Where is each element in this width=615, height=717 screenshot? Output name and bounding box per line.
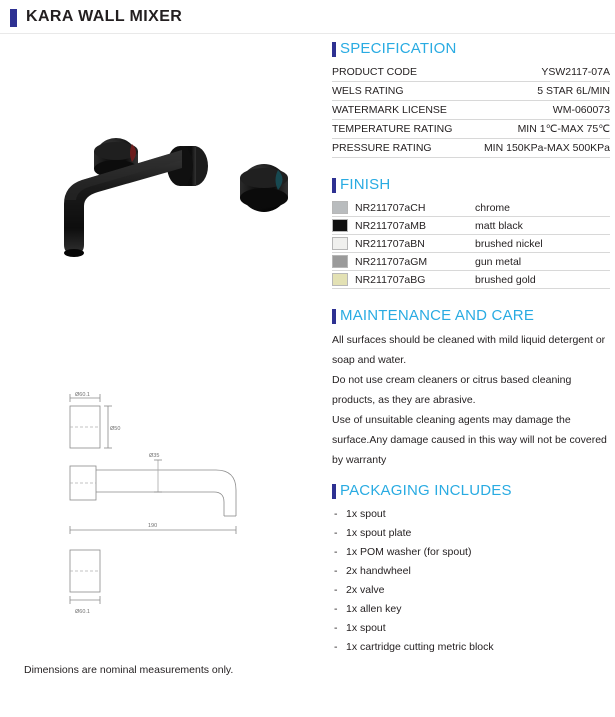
list-item [332, 271, 610, 289]
list-item: - 1x spout [332, 619, 610, 638]
dimension-note: Dimensions are nominal measurements only. [24, 664, 234, 676]
dim-spout-height: Ø35 [149, 453, 160, 459]
wall-mixer-illustration [6, 40, 324, 370]
maintenance-paragraph: Do not use cream cleaners or citrus based cleaning products, as they are abrasive. [332, 374, 572, 406]
list-item: - 2x handwheel [332, 562, 610, 581]
maintenance-text [332, 330, 610, 470]
dim-spout-length: 190 [148, 523, 158, 529]
dim-bottom-width: Ø60.1 [75, 609, 90, 615]
finish-swatch-brushed-gold [332, 273, 348, 286]
dimension-drawing-svg [18, 388, 308, 638]
list-item: - 1x allen key [332, 600, 610, 619]
packaging-list [332, 505, 610, 657]
table-row [332, 139, 610, 158]
right-column [332, 40, 610, 657]
finish-code: NR211707aBN [355, 237, 425, 250]
list-item: - 1x spout [332, 505, 610, 524]
maintenance-paragraph: All surfaces should be cleaned with mild liquid detergent or soap and water. [332, 334, 606, 366]
table-row [332, 101, 610, 120]
finish-heading: FINISH [332, 176, 610, 193]
spec-label: PRODUCT CODE [332, 63, 468, 82]
header-accent-bar [10, 9, 17, 27]
finish-name: brushed nickel [475, 237, 543, 250]
finish-swatch-brushed-nickel [332, 237, 348, 250]
list-item [332, 235, 610, 253]
table-row [332, 63, 610, 82]
finish-swatch-matt-black [332, 219, 348, 232]
maintenance-paragraph: Use of unsuitable cleaning agents may damage the surface.Any damage caused in this way will not be covered by warranty [332, 414, 607, 466]
finish-swatch-chrome [332, 201, 348, 214]
page-header [0, 0, 615, 34]
table-row [332, 82, 610, 101]
specification-heading: SPECIFICATION [332, 40, 610, 57]
spec-label: TEMPERATURE RATING [332, 120, 468, 139]
finish-name: gun metal [475, 255, 522, 268]
dim-top-width: Ø60.1 [75, 392, 90, 398]
list-item: - 1x cartridge cutting metric block [332, 638, 610, 657]
page-title: KARA WALL MIXER [26, 8, 183, 25]
spec-value: YSW2117-07A [468, 63, 610, 82]
spec-label: PRESSURE RATING [332, 139, 468, 158]
finish-code: NR211707aCH [355, 201, 426, 214]
spec-value: MIN 150KPa-MAX 500KPa [468, 139, 610, 158]
list-item [332, 199, 610, 217]
list-item: - 2x valve [332, 581, 610, 600]
list-item: - 1x POM washer (for spout) [332, 543, 610, 562]
finish-code: NR211707aBG [355, 273, 426, 286]
table-row [332, 120, 610, 139]
finish-code: NR211707aGM [355, 255, 428, 268]
finish-code: NR211707aMB [355, 219, 427, 232]
finish-list [332, 199, 610, 289]
dimension-drawing [18, 388, 308, 638]
list-item: - 1x spout plate [332, 524, 610, 543]
finish-name: brushed gold [475, 273, 536, 286]
right-handwheel [240, 164, 288, 212]
spec-value: MIN 1℃-MAX 75℃ [468, 120, 610, 139]
finish-name: chrome [475, 201, 511, 214]
spec-label: WELS RATING [332, 82, 468, 101]
packaging-heading: PACKAGING INCLUDES [332, 482, 610, 499]
maintenance-heading: MAINTENANCE AND CARE [332, 307, 610, 324]
list-item [332, 217, 610, 235]
specification-table [332, 63, 610, 158]
spec-value: 5 STAR 6L/MIN [468, 82, 610, 101]
list-item [332, 253, 610, 271]
spec-value: WM-060073 [468, 101, 610, 120]
dim-top-depth: Ø50 [110, 426, 121, 432]
finish-swatch-gun-metal [332, 255, 348, 268]
finish-name: matt black [475, 219, 523, 232]
spec-label: WATERMARK LICENSE [332, 101, 468, 120]
product-photo [6, 40, 324, 370]
